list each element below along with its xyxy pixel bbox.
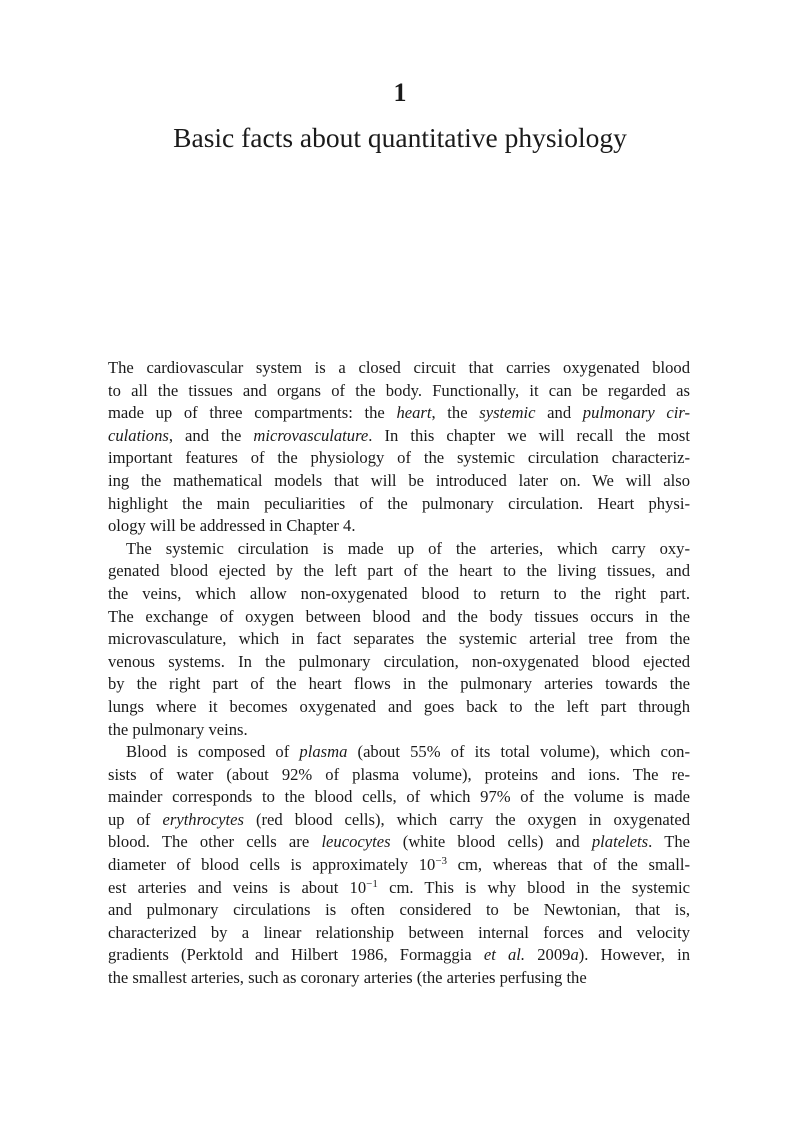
emphasis-text: heart: [396, 403, 432, 423]
text-line: ing the mathematical models that will be introduced later on. We will also: [108, 470, 690, 490]
exponent: −3: [435, 855, 448, 868]
emphasis-text: erythrocytes: [162, 809, 244, 829]
text-line: up of erythrocytes (red blood cells), which carry the oxygen in oxygenated: [108, 809, 690, 829]
text-line: the pulmonary veins.: [108, 719, 248, 739]
text-line: lungs where it becomes oxygenated and goes back to the left part through: [108, 696, 690, 716]
text-line: The exchange of oxygen between blood and the body tissues occurs in the: [108, 606, 690, 626]
text-line: The cardiovascular system is a closed circuit that carries oxygenated blood: [108, 358, 690, 377]
text-line: venous systems. In the pulmonary circulation, non-oxygenated blood ejected: [108, 651, 690, 671]
text-line: by the right part of the heart flows in the pulmonary arteries towards the: [108, 674, 690, 694]
text-line: the veins, which allow non-oxygenated blood to return to the right part.: [108, 583, 690, 603]
paragraph: [108, 538, 690, 741]
body-text: [108, 357, 690, 990]
chapter-number: 1: [393, 78, 407, 107]
text-line: genated blood ejected by the left part of the heart to the living tissues, and: [108, 561, 690, 581]
text-line: The systemic circulation is made up of the arteries, which carry oxy-: [126, 538, 690, 558]
text-line: important features of the physiology of the systemic circulation characteriz-: [108, 448, 690, 468]
text-line: Blood is composed of plasma (about 55% of its total volume), which con-: [126, 742, 690, 762]
text-line: est arteries and veins is about $10^{-1}$ cm. This is why blood in the systemic: [108, 877, 690, 897]
emphasis-text: plasma: [299, 742, 348, 762]
exponent: −1: [366, 877, 378, 890]
text-line: highlight the main peculiarities of the pulmonary circulation. Heart physi-: [108, 493, 690, 513]
emphasis-text: a: [570, 945, 579, 965]
emphasis-text: et al.: [483, 945, 526, 965]
text-line: sists of water (about 92% of plasma volume), proteins and ions. The re-: [108, 764, 690, 784]
paragraph: [108, 357, 690, 538]
emphasis-text: platelets: [591, 832, 649, 852]
emphasis-text: culations: [108, 425, 169, 445]
text-line: made up of three compartments: the heart, the systemic and pulmonary cir-: [108, 403, 690, 423]
text-line: to all the tissues and organs of the body. Functionally, it can be regarded as: [108, 380, 690, 400]
text-line: and pulmonary circulations is often considered to be Newtonian, that is,: [108, 900, 690, 920]
chapter-title: Basic facts about quantitative physiology: [173, 122, 627, 153]
emphasis-text: pulmonary cir-: [582, 403, 690, 423]
text-line: blood. The other cells are leucocytes (white blood cells) and platelets. The: [108, 832, 691, 852]
text-line: the smallest arteries, such as coronary arteries (the arteries perfusing the: [108, 968, 587, 988]
text-line: diameter of blood cells is approximately $10^{-3}$ cm, whereas that of the small-: [108, 855, 690, 875]
emphasis-text: microvasculature: [253, 425, 369, 445]
text-line: ology will be addressed in Chapter 4.: [108, 516, 356, 536]
text-line: culations, and the microvasculature. In this chapter we will recall the most: [108, 425, 690, 445]
paragraph: [108, 741, 690, 990]
text-line: gradients (Perktold and Hilbert 1986, Formaggia et al. 2009a). However, in: [108, 945, 690, 965]
text-line: mainder corresponds to the blood cells, of which 97% of the volume is made: [108, 787, 690, 807]
emphasis-text: leucocytes: [321, 832, 391, 852]
text-line: microvasculature, which in fact separates the systemic arterial tree from the: [108, 629, 690, 649]
text-line: characterized by a linear relationship between internal forces and velocity: [108, 922, 690, 942]
emphasis-text: systemic: [479, 403, 536, 423]
